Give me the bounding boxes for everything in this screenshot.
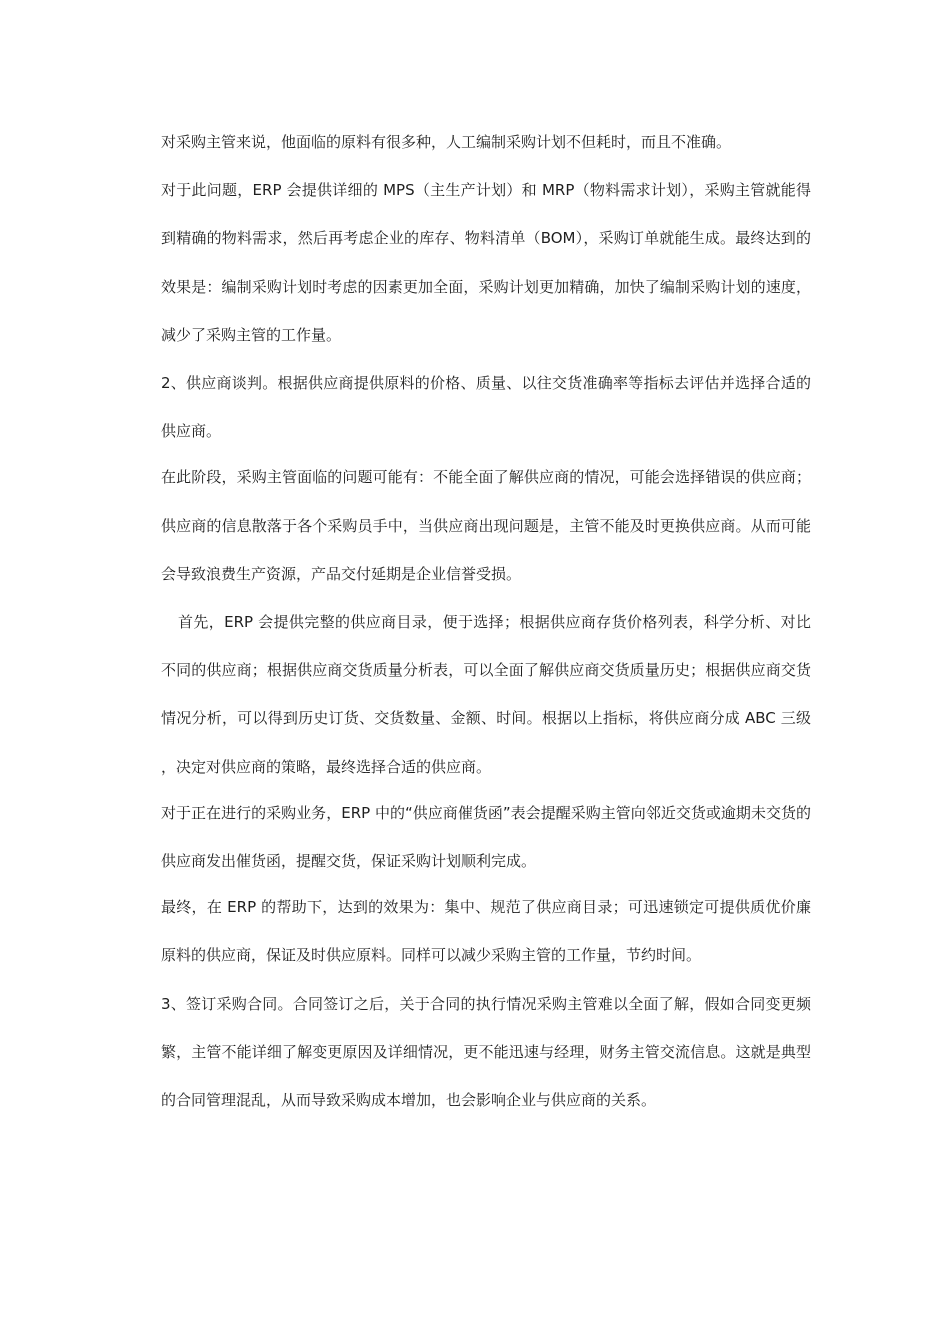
- paragraph: 对于此问题，ERP 会提供详细的 MPS（主生产计划）和 MRP（物料需求计划），采购主管就能得到精确的物料需求，然后再考虑企业的库存、物料清单（BOM），采购订单就能生成。最终达到的效果是：编制采购计划时考虑的因素更加全面，采购计划更加精确，加快了编制采购计划的速度，减少了采购主管的工作量。: [161, 181, 811, 344]
- paragraph: 3、签订采购合同。合同签订之后，关于合同的执行情况采购主管难以全面了解，假如合同变更频繁，主管不能详细了解变更原因及详细情况，更不能迅速与经理，财务主管交流信息。这就是典型的合同管理混乱，从而导致采购成本增加，也会影响企业与供应商的关系。: [161, 994, 811, 1110]
- paragraph: 首先，ERP 会提供完整的供应商目录，便于选择；根据供应商存货价格列表，科学分析、对比不同的供应商；根据供应商交货质量分析表，可以全面了解供应商交货质量历史；根据供应商交货情况分析，可以得到历史订货、交货数量、金额、时间。根据以上指标，将供应商分成 ABC 三级，决定对供应商的策略，最终选择合适的供应商。: [161, 613, 811, 776]
- paragraph: 对于正在进行的采购业务，ERP 中的“供应商催货函”表会提醒采购主管向邻近交货或逾期未交货的供应商发出催货函，提醒交货，保证采购计划顺利完成。: [161, 803, 811, 871]
- paragraph: 2、供应商谈判。根据供应商提供原料的价格、质量、以往交货准确率等指标去评估并选择合适的供应商。: [161, 374, 811, 441]
- paragraph: 对采购主管来说，他面临的原料有很多种，人工编制采购计划不但耗时，而且不准确。: [161, 133, 732, 151]
- document-body: [161, 118, 811, 1124]
- paragraph: 最终，在 ERP 的帮助下，达到的效果为：集中、规范了供应商目录；可迅速锁定可提供质优价廉原料的供应商，保证及时供应原料。同样可以减少采购主管的工作量，节约时间。: [161, 898, 811, 965]
- paragraph: 在此阶段，采购主管面临的问题可能有：不能全面了解供应商的情况，可能会选择错误的供应商；供应商的信息散落于各个采购员手中，当供应商出现问题是，主管不能及时更换供应商。从而可能会导致浪费生产资源，产品交付延期是企业信誉受损。: [161, 468, 811, 583]
